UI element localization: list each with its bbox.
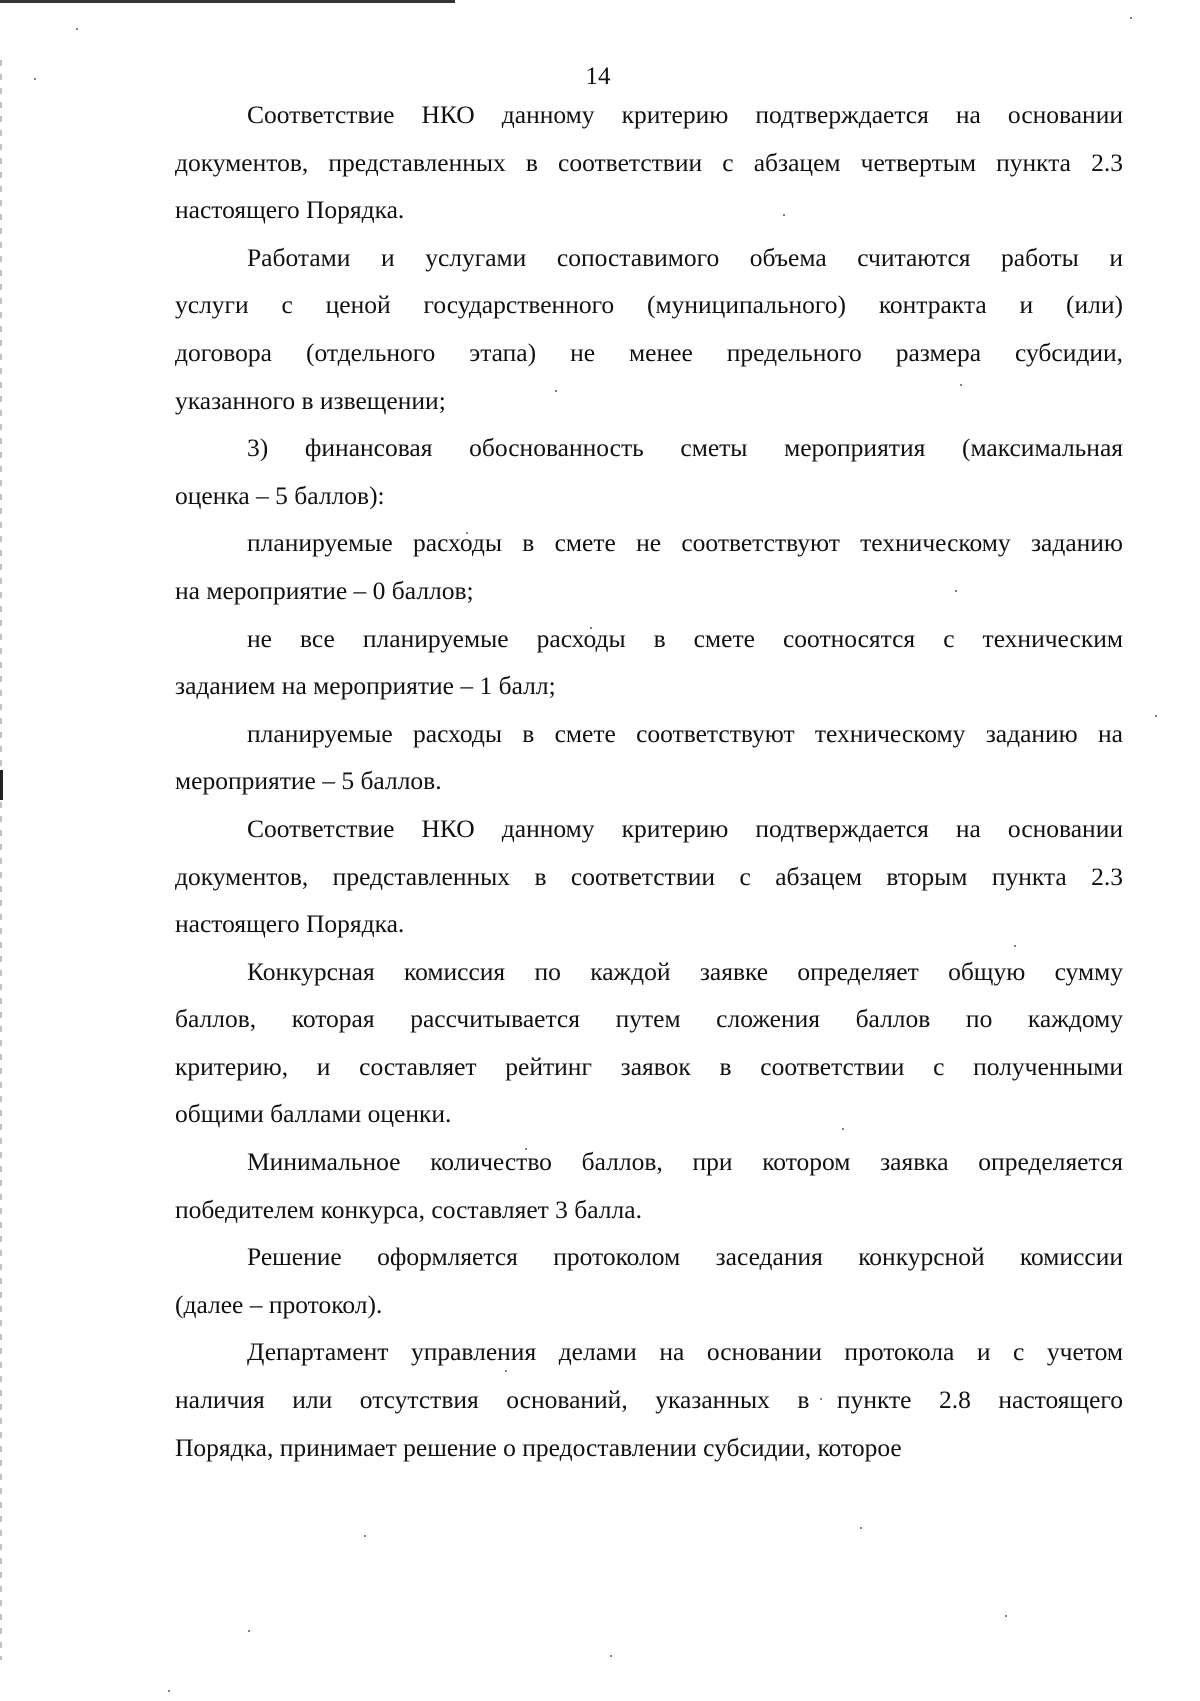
scan-speck	[610, 1655, 612, 1657]
scan-left-mark	[0, 770, 3, 800]
text-line: (далее – протокол).	[175, 1289, 383, 1319]
text-line: документов, представленных в соответствии с абзацем четвертым пункта 2.3	[175, 147, 1123, 177]
paragraph	[175, 1233, 1123, 1328]
paragraph	[175, 519, 1123, 614]
text-line: настоящего Порядка.	[175, 195, 405, 225]
paragraph	[175, 710, 1123, 805]
text-line: планируемые расходы в смете не соответствуют техническому заданию	[247, 528, 1123, 558]
page-number-text: 14	[585, 63, 611, 90]
text-line: планируемые расходы в смете соответствуют техническому заданию на	[247, 718, 1123, 748]
text-line: на мероприятие – 0 баллов;	[175, 575, 474, 605]
text-line: победителем конкурса, составляет 3 балла.	[175, 1194, 642, 1224]
scan-speck	[364, 1535, 366, 1537]
paragraph	[175, 1328, 1123, 1471]
scan-speck	[248, 1630, 250, 1632]
text-line: наличия или отсутствия оснований, указанных в пункте 2.8 настоящего	[175, 1385, 1123, 1415]
paragraph	[175, 1138, 1123, 1233]
paragraph	[175, 805, 1123, 948]
scan-speck	[76, 28, 78, 30]
text-line: Соответствие НКО данному критерию подтверждается на основании	[247, 100, 1123, 129]
text-line: критерию, и составляет рейтинг заявок в соответствии с полученными	[175, 1051, 1123, 1081]
text-line: Порядка, принимает решение о предоставлении субсидии, которое	[175, 1432, 902, 1462]
paragraph	[175, 234, 1123, 424]
text-line: Конкурсная комиссия по каждой заявке определяет общую сумму	[247, 956, 1123, 986]
text-line: мероприятие – 5 баллов.	[175, 766, 442, 796]
scan-speck	[860, 1527, 862, 1529]
paragraph	[175, 615, 1123, 710]
scan-edge-line	[0, 0, 455, 3]
page-number	[0, 62, 1200, 92]
text-line: 3) финансовая обоснованность сметы мероприятия (максимальная	[247, 433, 1123, 463]
paragraph	[175, 424, 1123, 519]
scan-speck	[168, 1690, 170, 1692]
text-line: указанного в извещении;	[175, 385, 446, 415]
scan-left-edge	[0, 60, 2, 1660]
text-line: Минимальное количество баллов, при котором заявка определяется	[247, 1147, 1123, 1177]
text-line: заданием на мероприятие – 1 балл;	[175, 671, 556, 701]
scan-speck	[1130, 17, 1132, 19]
text-line: настоящего Порядка.	[175, 909, 405, 939]
scan-speck	[1155, 715, 1157, 717]
text-line: не все планируемые расходы в смете соотносятся с техническим	[247, 623, 1123, 653]
text-line: оценка – 5 баллов):	[175, 480, 385, 510]
text-line: Соответствие НКО данному критерию подтверждается на основании	[247, 813, 1123, 843]
paragraph	[175, 948, 1123, 1138]
text-line: Департамент управления делами на основании протокола и с учетом	[247, 1337, 1123, 1367]
text-line: договора (отдельного этапа) не менее предельного размера субсидии,	[175, 337, 1123, 367]
text-line: услуги с ценой государственного (муниципального) контракта и (или)	[175, 290, 1123, 320]
text-line: баллов, которая рассчитывается путем сложения баллов по каждому	[175, 1004, 1123, 1034]
scan-speck	[1005, 1615, 1007, 1617]
text-line: общими баллами оценки.	[175, 1099, 452, 1129]
text-line: Решение оформляется протоколом заседания конкурсной комиссии	[247, 1242, 1123, 1272]
document-body	[175, 91, 1123, 1471]
text-line: документов, представленных в соответствии с абзацем вторым пункта 2.3	[175, 861, 1123, 891]
paragraph	[175, 91, 1123, 234]
text-line: Работами и услугами сопоставимого объема считаются работы и	[247, 242, 1123, 272]
